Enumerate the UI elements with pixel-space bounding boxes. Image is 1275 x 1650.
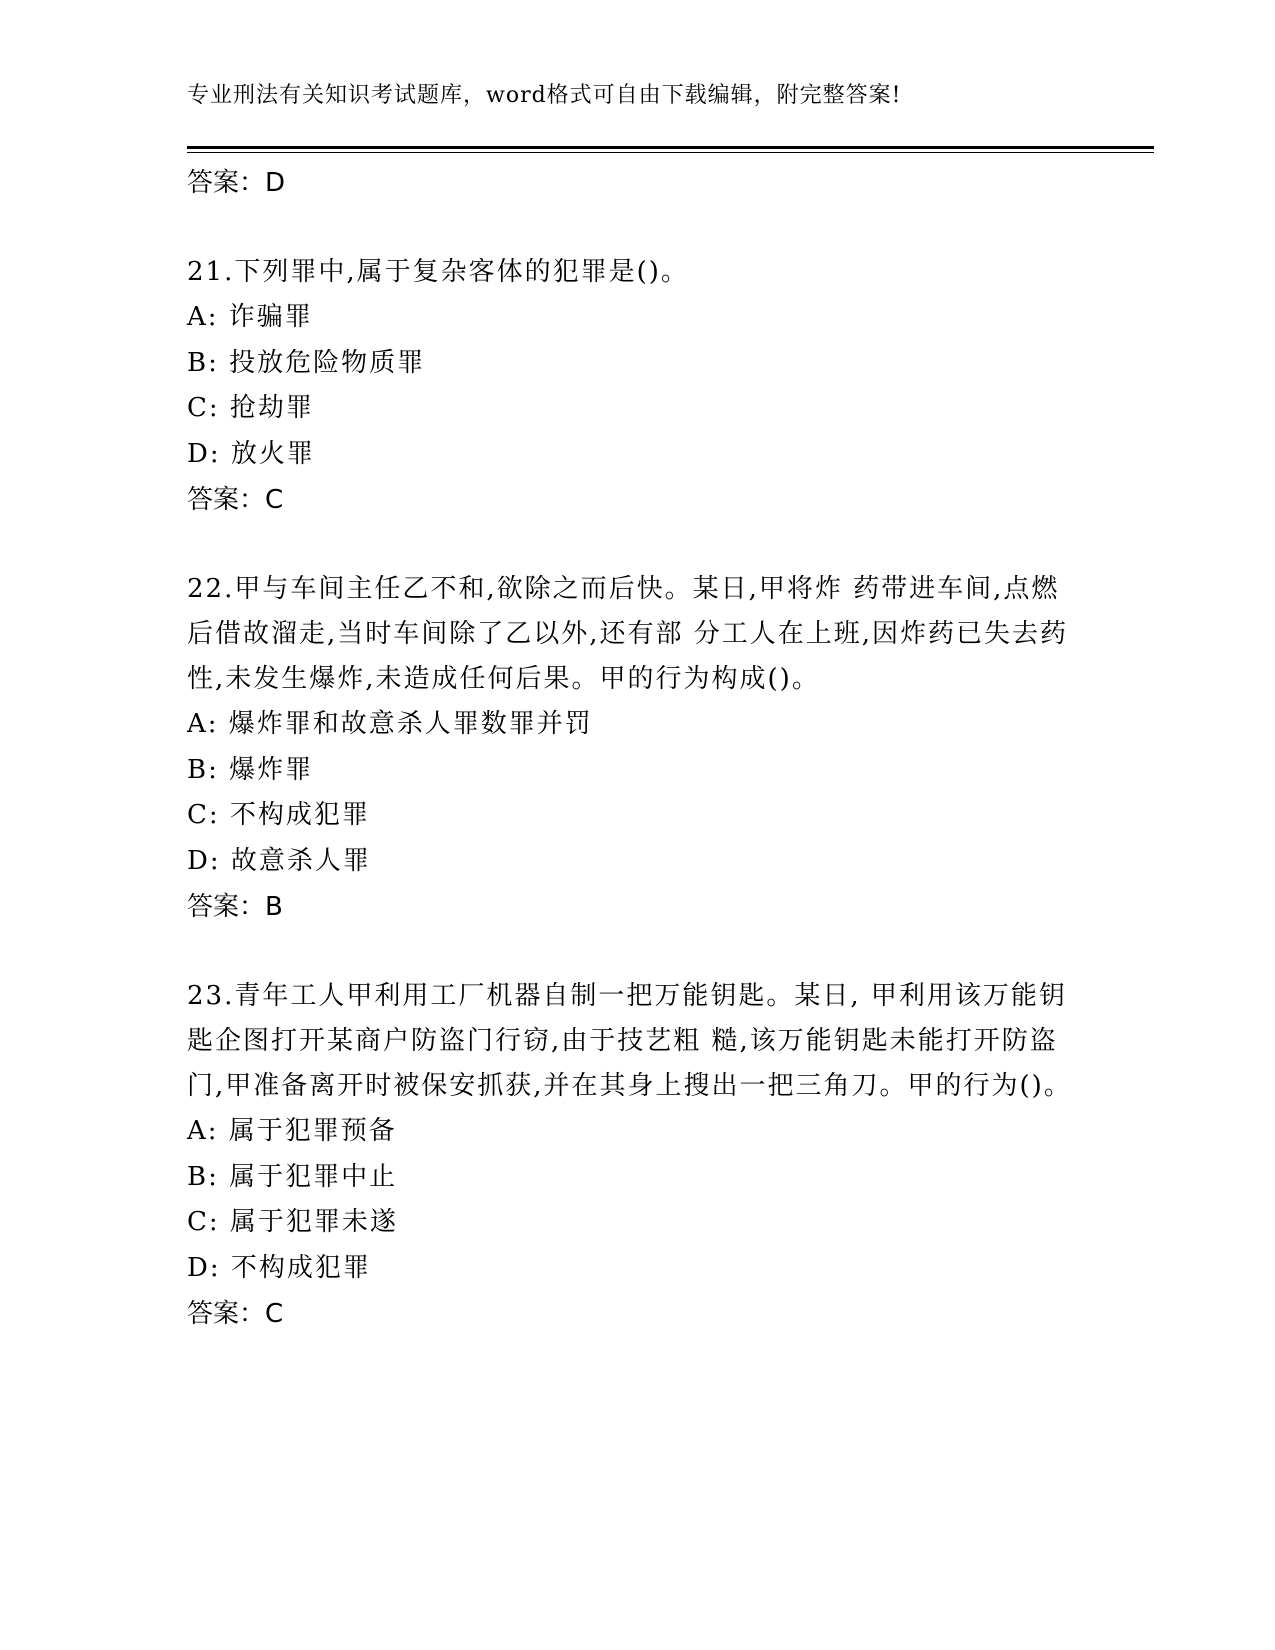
question-list [187,160,1087,1337]
question-block [187,974,1087,1337]
question-block [187,250,1087,523]
previous-answer: 答案：D [187,168,286,198]
answer-label: 答案：C [187,1299,284,1329]
question-block [187,567,1087,930]
option-b: B: 投放危险物质罪 [187,347,426,378]
option-a: A: 爆炸罪和故意杀人罪数罪并罚 [187,709,593,739]
page-header-title: 专业刑法有关知识考试题库，word格式可自由下载编辑，附完整答案! [187,83,902,108]
header-divider-thick [187,146,1154,149]
option-c: C: 属于犯罪未遂 [187,1207,398,1237]
option-a: A: 诈骗罪 [187,302,313,332]
option-a: A: 属于犯罪预备 [187,1116,397,1146]
option-d: D: 放火罪 [187,438,315,469]
option-d: D: 不构成犯罪 [187,1252,371,1283]
answer-label: 答案：C [187,485,284,515]
option-b: B: 属于犯罪中止 [187,1161,398,1192]
header-divider-thin [187,152,1154,153]
option-c: C: 抢劫罪 [187,393,314,423]
question-stem: 23.青年工人甲利用工厂机器自制一把万能钥匙。某日, 甲利用该万能钥匙企图打开某商户防盗门行窃,由于技艺粗 糙,该万能钥匙未能打开防盗门,甲准备离开时被保安抓获,并在其身上搜出一把三角刀。甲的行为()。 [187,981,1072,1101]
answer-label: 答案：B [187,892,283,922]
question-stem: 21.下列罪中,属于复杂客体的犯罪是()。 [187,257,689,287]
option-d: D: 故意杀人罪 [187,845,371,876]
option-c: C: 不构成犯罪 [187,800,370,830]
question-stem: 22.甲与车间主任乙不和,欲除之而后快。某日,甲将炸 药带进车间,点燃后借故溜走,当时车间除了乙以外,还有部 分工人在上班,因炸药已失去药性,未发生爆炸,未造成任何后果。甲的行为构成()。 [187,574,1069,694]
option-b: B: 爆炸罪 [187,754,314,785]
